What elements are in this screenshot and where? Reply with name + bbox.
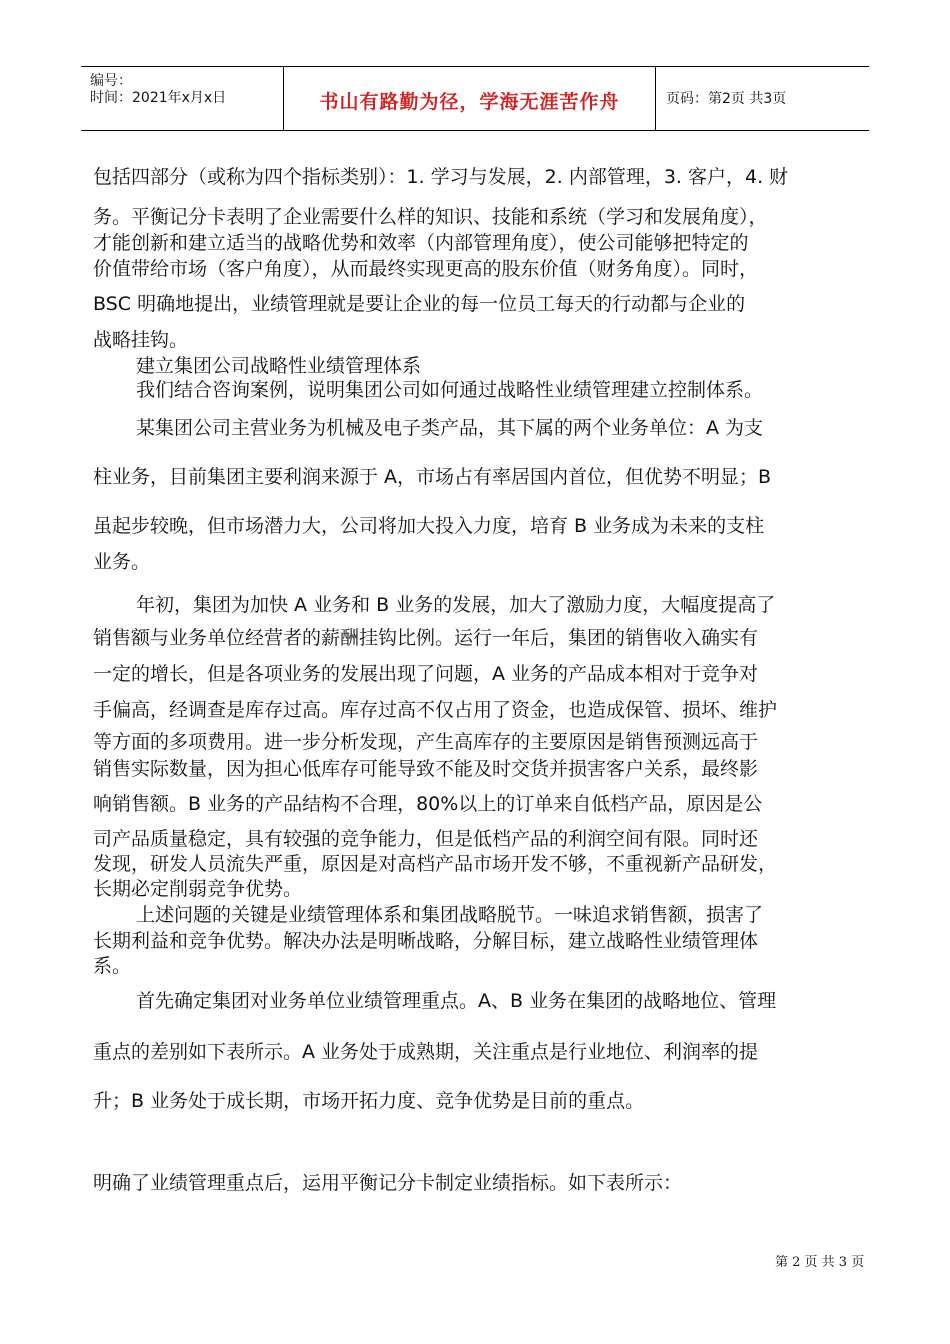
paragraph-line: 一定的增长，但是各项业务的发展出现了问题，A 业务的产品成本相对于竞争对 bbox=[93, 663, 759, 685]
motto: 书山有路勤为径，学海无涯苦作舟 bbox=[319, 91, 620, 113]
paragraph-line: 上述问题的关键是业绩管理体系和集团战略脱节。一味追求销售额，损害了 bbox=[136, 904, 764, 926]
number-label: 编号： bbox=[90, 73, 132, 89]
paragraph-line: 销售额与业务单位经营者的薪酬挂钩比例。运行一年后，集团的销售收入确实有 bbox=[93, 627, 759, 649]
paragraph-line: 我们结合咨询案例，说明集团公司如何通过战略性业绩管理建立控制体系。 bbox=[136, 379, 764, 401]
paragraph-line: BSC 明确地提出，业绩管理就是要让企业的每一位员工每天的行动都与企业的 bbox=[93, 293, 746, 315]
header-left-cell bbox=[81, 67, 284, 130]
paragraph-line: 柱业务，目前集团主要利润来源于 A，市场占有率居国内首位，但优势不明显；B bbox=[93, 466, 772, 488]
page-footer: 第 2 页 共 3 页 bbox=[775, 1255, 865, 1270]
paragraph-line: 虽起步较晚，但市场潜力大，公司将加大投入力度，培育 B 业务成为未来的支柱 bbox=[93, 515, 765, 537]
paragraph-line: 重点的差别如下表所示。A 业务处于成熟期，关注重点是行业地位、利润率的提 bbox=[93, 1041, 759, 1063]
paragraph-line: 长期必定削弱竞争优势。 bbox=[93, 878, 303, 900]
header-center-cell bbox=[284, 67, 656, 130]
paragraph-line: 首先确定集团对业务单位业绩管理重点。A、B 业务在集团的战略地位、管理 bbox=[136, 990, 777, 1012]
paragraph-line: 价值带给市场（客户角度），从而最终实现更高的股东价值（财务角度）。同时， bbox=[93, 258, 759, 280]
paragraph-line: 销售实际数量，因为担心低库存可能导致不能及时交货并损害客户关系，最终影 bbox=[93, 758, 759, 780]
page-header bbox=[81, 66, 869, 131]
paragraph-line: 响销售额。B 业务的产品结构不合理，80%以上的订单来自低档产品，原因是公 bbox=[93, 793, 763, 815]
section-heading: 建立集团公司战略性业绩管理体系 bbox=[136, 355, 422, 377]
paragraph-line: 等方面的多项费用。进一步分析发现，产生高库存的主要原因是销售预测远高于 bbox=[93, 731, 759, 753]
paragraph-line: 长期利益和竞争优势。解决办法是明晰战略，分解目标，建立战略性业绩管理体 bbox=[93, 930, 759, 952]
paragraph-line: 包括四部分（或称为四个指标类别）：1. 学习与发展，2. 内部管理，3. 客户，4. 财 bbox=[93, 166, 789, 188]
paragraph-line: 才能创新和建立适当的战略优势和效率（内部管理角度），使公司能够把特定的 bbox=[93, 232, 749, 254]
paragraph-line: 战略挂钩。 bbox=[93, 329, 189, 351]
paragraph-line: 务。平衡记分卡表明了企业需要什么样的知识、技能和系统（学习和发展角度）， bbox=[93, 206, 768, 228]
paragraph-line: 系。 bbox=[93, 955, 132, 977]
paragraph-line: 明确了业绩管理重点后，运用平衡记分卡制定业绩指标。如下表所示： bbox=[93, 1172, 683, 1194]
paragraph-line: 手偏高，经调查是库存过高。库存过高不仅占用了资金，也造成保管、损坏、维护 bbox=[93, 699, 778, 721]
paragraph-line: 业务。 bbox=[93, 551, 151, 573]
paragraph-line: 某集团公司主营业务为机械及电子类产品，其下属的两个业务单位：A 为支 bbox=[136, 417, 764, 439]
paragraph-line: 年初，集团为加快 A 业务和 B 业务的发展，加大了激励力度，大幅度提高了 bbox=[136, 594, 776, 616]
paragraph-line: 司产品质量稳定，具有较强的竞争能力，但是低档产品的利润空间有限。同时还 bbox=[93, 828, 759, 850]
paragraph-line: 升；B 业务处于成长期，市场开拓力度、竞争优势是目前的重点。 bbox=[93, 1090, 645, 1112]
time-label: 时间：2021年x月x日 bbox=[90, 90, 227, 106]
page-label: 页码：第2页 共3页 bbox=[666, 91, 787, 107]
header-right-cell bbox=[656, 67, 869, 130]
paragraph-line: 发现，研发人员流失严重，原因是对高档产品市场开发不够，不重视新产品研发， bbox=[93, 853, 778, 875]
